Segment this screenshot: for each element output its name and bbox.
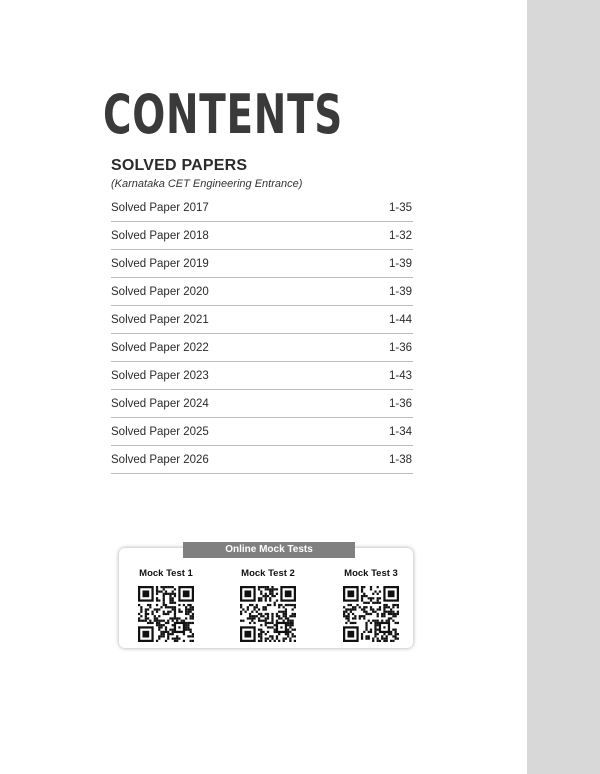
toc-entry-pages: 1-39 xyxy=(388,258,412,270)
toc-entry-pages: 1-44 xyxy=(388,314,412,326)
toc-entry-pages: 1-36 xyxy=(388,342,412,354)
side-strip xyxy=(527,0,600,774)
toc-row[interactable] xyxy=(111,250,413,278)
section-subheading: (Karnataka CET Engineering Entrance) xyxy=(111,178,303,190)
qr-code-icon[interactable] xyxy=(138,586,194,642)
toc-entry-label: Solved Paper 2024 xyxy=(111,398,209,410)
qr-code-icon[interactable] xyxy=(240,586,296,642)
toc-entry-pages: 1-35 xyxy=(388,202,412,214)
toc-entry-pages: 1-38 xyxy=(388,454,412,466)
toc-row[interactable] xyxy=(111,418,413,446)
mock-test-label: Mock Test 1 xyxy=(139,568,193,579)
toc-row[interactable] xyxy=(111,194,413,222)
toc-entry-pages: 1-36 xyxy=(388,398,412,410)
toc-entry-pages: 1-43 xyxy=(388,370,412,382)
toc-list xyxy=(111,194,413,474)
toc-entry-pages: 1-32 xyxy=(388,230,412,242)
toc-entry-label: Solved Paper 2022 xyxy=(111,342,209,354)
toc-entry-pages: 1-34 xyxy=(388,426,412,438)
toc-entry-label: Solved Paper 2026 xyxy=(111,454,209,466)
toc-entry-label: Solved Paper 2025 xyxy=(111,426,209,438)
toc-row[interactable] xyxy=(111,222,413,250)
mock-test-label: Mock Test 3 xyxy=(344,568,398,579)
toc-row[interactable] xyxy=(111,362,413,390)
toc-entry-label: Solved Paper 2019 xyxy=(111,258,209,270)
toc-entry-label: Solved Paper 2021 xyxy=(111,314,209,326)
toc-row[interactable] xyxy=(111,446,413,474)
toc-entry-label: Solved Paper 2017 xyxy=(111,202,209,214)
toc-entry-label: Solved Paper 2018 xyxy=(111,230,209,242)
toc-row[interactable] xyxy=(111,278,413,306)
mock-test-2[interactable] xyxy=(228,568,308,642)
toc-row[interactable] xyxy=(111,390,413,418)
qr-code-icon[interactable] xyxy=(343,586,399,642)
toc-entry-label: Solved Paper 2023 xyxy=(111,370,209,382)
mock-test-1[interactable] xyxy=(126,568,206,642)
mock-tests-header: Online Mock Tests xyxy=(183,542,355,558)
mock-test-3[interactable] xyxy=(331,568,411,642)
toc-row[interactable] xyxy=(111,334,413,362)
toc-entry-pages: 1-39 xyxy=(388,286,412,298)
page-title: CONTENTS xyxy=(103,83,344,146)
toc-row[interactable] xyxy=(111,306,413,334)
toc-entry-label: Solved Paper 2020 xyxy=(111,286,209,298)
mock-test-label: Mock Test 2 xyxy=(241,568,295,579)
section-heading: SOLVED PAPERS xyxy=(111,157,248,174)
